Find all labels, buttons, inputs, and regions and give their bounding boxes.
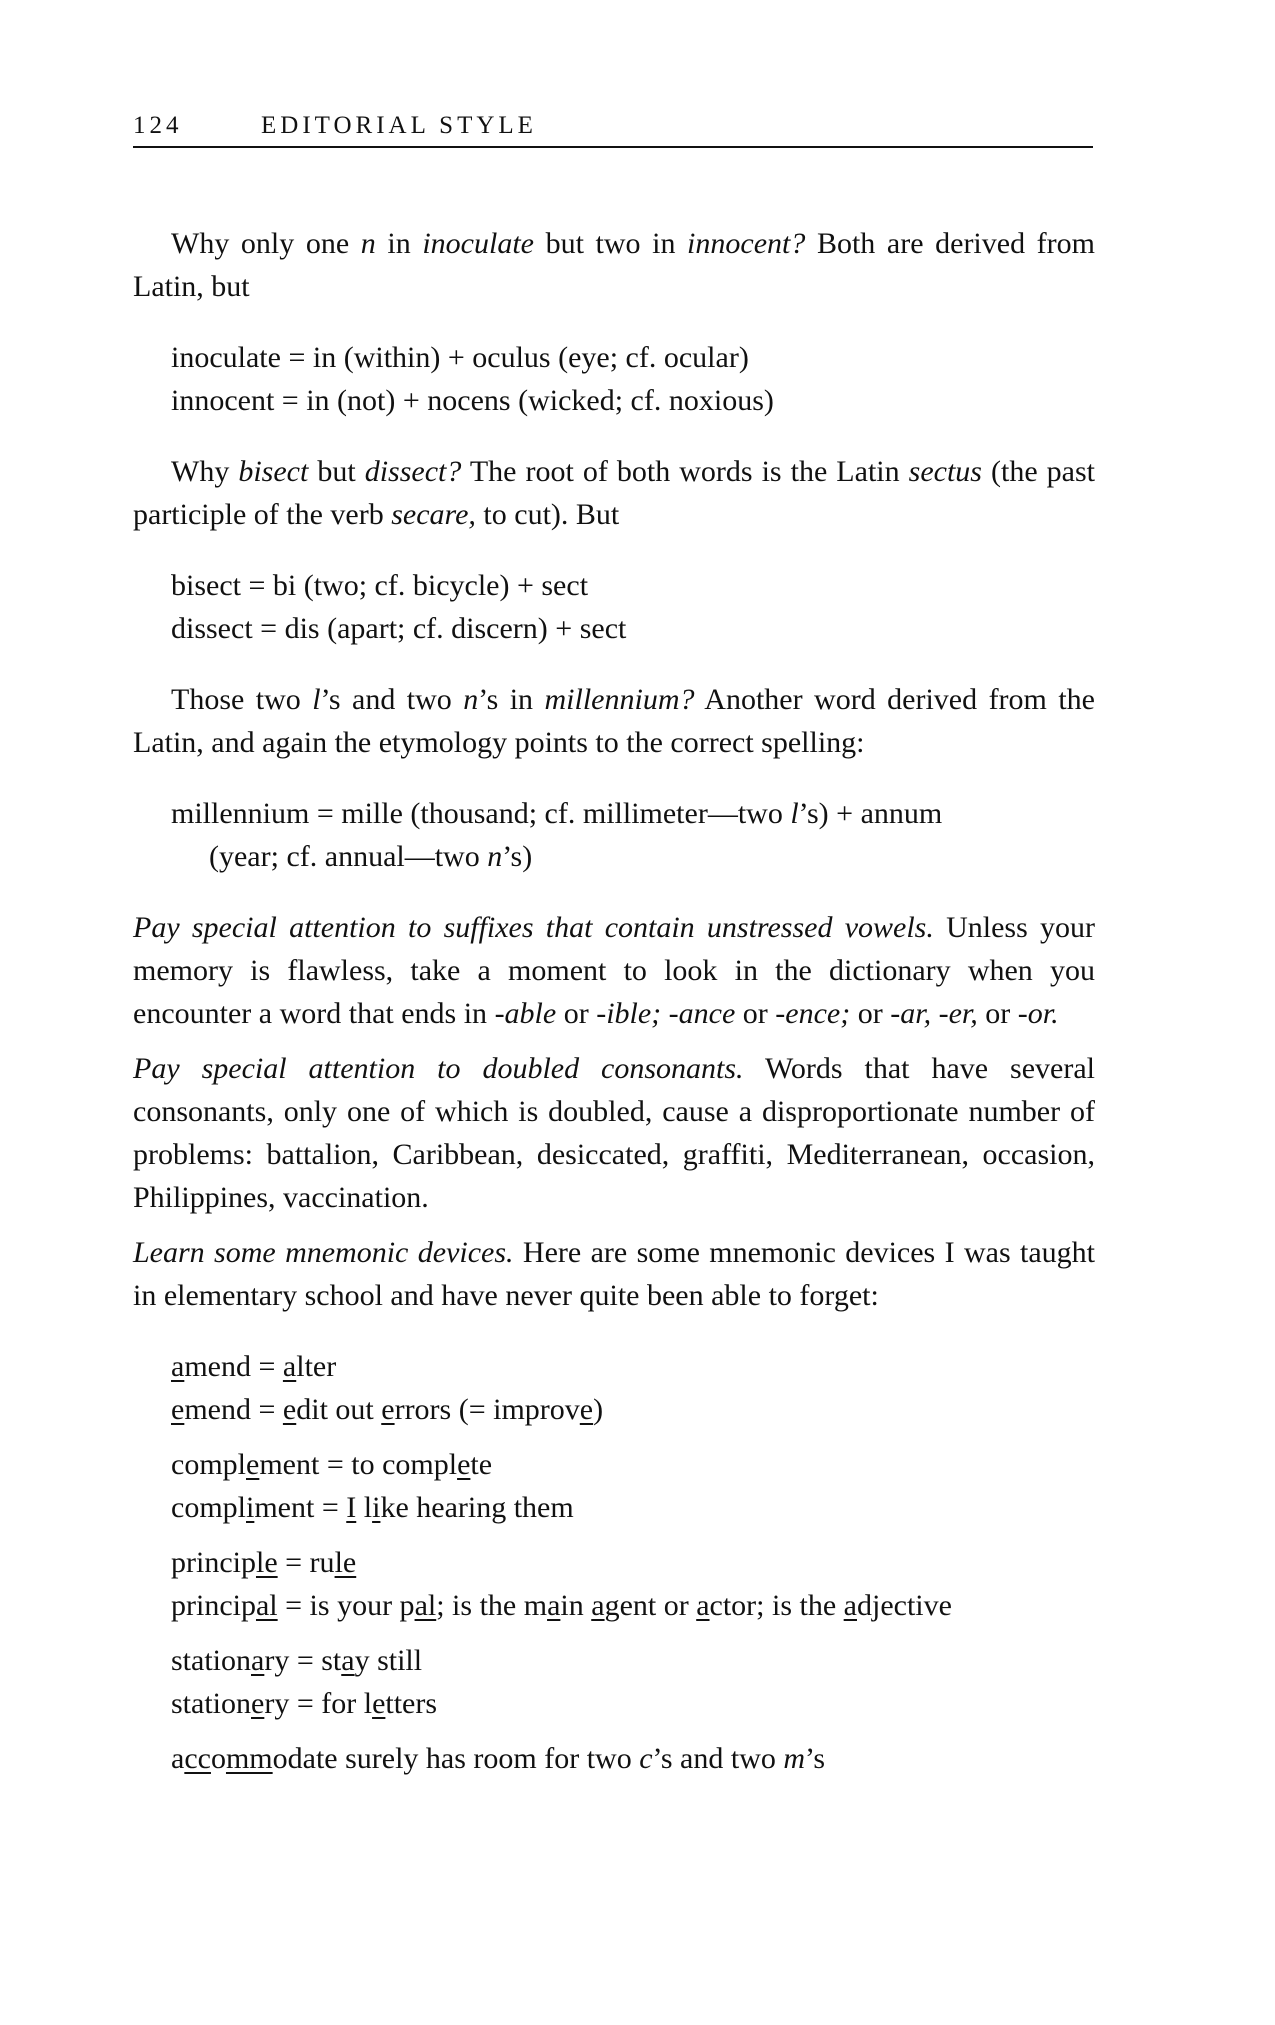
example-line bbox=[171, 1737, 1095, 1780]
underlined-letter: a bbox=[341, 1644, 355, 1677]
example-line bbox=[171, 1443, 1095, 1486]
underlined-letter: le bbox=[334, 1546, 357, 1579]
underlined-letter: a bbox=[547, 1589, 561, 1622]
italic-text: inoculate bbox=[422, 227, 534, 260]
example-line bbox=[171, 336, 1095, 379]
text-run: djective bbox=[857, 1589, 952, 1622]
italic-text: l bbox=[312, 683, 321, 716]
underlined-letter: a bbox=[251, 1644, 265, 1677]
text-run: Words that have several consonants, only one of which is doubled, cause a disproportionate number of problems: battalion, Caribbean, desiccated, graffiti, Mediterranean, occasion, Philippines, vaccination. bbox=[133, 1052, 1095, 1214]
text-run: ) bbox=[593, 1393, 604, 1426]
italic-text: Pay special attention to suffixes that contain unstressed vowels. bbox=[133, 911, 934, 944]
example-line bbox=[171, 379, 1095, 422]
underlined-letter: al bbox=[255, 1589, 278, 1622]
underlined-letter: a bbox=[171, 1350, 185, 1383]
underlined-letter: i bbox=[372, 1491, 381, 1524]
text-run: lter bbox=[296, 1350, 337, 1383]
example-line bbox=[171, 1486, 1095, 1529]
text-run: (year; cf. annual—two bbox=[209, 840, 488, 873]
text-run: o bbox=[210, 1742, 226, 1775]
underlined-letter: e bbox=[282, 1393, 297, 1426]
text-run: (the past participle of the verb bbox=[133, 455, 1095, 531]
text-run: princip bbox=[171, 1589, 256, 1622]
italic-text: innocent? bbox=[687, 227, 806, 260]
text-run: The root of both words is the Latin bbox=[461, 455, 909, 488]
etymology-example bbox=[133, 564, 1095, 650]
text-run: or bbox=[735, 997, 776, 1030]
text-run: Why only one bbox=[171, 227, 361, 260]
underlined-letter: I bbox=[346, 1491, 357, 1524]
text-run: Here are some mnemonic devices I was taught in elementary school and have never quite been able to forget: bbox=[133, 1236, 1095, 1312]
text-run: a bbox=[171, 1742, 185, 1775]
text-run: compl bbox=[171, 1491, 246, 1524]
text-run: y still bbox=[354, 1644, 423, 1677]
paragraph bbox=[133, 678, 1095, 764]
example-line bbox=[171, 1584, 1095, 1627]
text-run: inoculate = in (within) + oculus (eye; cf. ocular) bbox=[171, 341, 749, 374]
text-run: ’s and two bbox=[652, 1742, 784, 1775]
text-run: Both are derived from Latin, but bbox=[133, 227, 1096, 303]
paragraph bbox=[133, 222, 1095, 308]
example-line bbox=[171, 1541, 1095, 1584]
example-line bbox=[171, 1639, 1095, 1682]
italic-text: c bbox=[639, 1742, 653, 1775]
text-run: mend = bbox=[184, 1393, 283, 1426]
text-run: bisect = bi (two; cf. bicycle) + sect bbox=[171, 569, 589, 602]
italic-text: -ar, -er, bbox=[890, 997, 978, 1030]
example-line bbox=[171, 792, 1095, 835]
italic-text: n bbox=[463, 683, 479, 716]
example-line bbox=[171, 607, 1095, 650]
text-run: ’s and two bbox=[320, 683, 464, 716]
text-run: rrors (= improv bbox=[394, 1393, 580, 1426]
text-run: station bbox=[171, 1644, 251, 1677]
text-run: ment = bbox=[254, 1491, 347, 1524]
italic-text: secare, bbox=[391, 498, 476, 531]
example-line bbox=[171, 1682, 1095, 1725]
underlined-letter: al bbox=[414, 1589, 437, 1622]
text-run: ke hearing them bbox=[380, 1491, 574, 1524]
rule-paragraph bbox=[133, 906, 1095, 1035]
italic-text: dissect? bbox=[364, 455, 462, 488]
etymology-example bbox=[133, 336, 1095, 422]
underlined-letter: e bbox=[171, 1393, 185, 1426]
mnemonic-pair bbox=[133, 1541, 1095, 1627]
paragraph bbox=[133, 450, 1095, 536]
mnemonic-pair bbox=[133, 1737, 1095, 1780]
text-run: in bbox=[560, 1589, 592, 1622]
text-run: compl bbox=[171, 1448, 246, 1481]
running-head-title: EDITORIAL STYLE bbox=[261, 112, 537, 139]
text-run: gent or bbox=[604, 1589, 697, 1622]
text-run: but bbox=[308, 455, 365, 488]
text-run: ry = for l bbox=[264, 1687, 373, 1720]
italic-text: sectus bbox=[908, 455, 982, 488]
italic-text: n bbox=[360, 227, 376, 260]
italic-text: l bbox=[790, 797, 799, 830]
underlined-letter: e bbox=[251, 1687, 265, 1720]
example-line bbox=[171, 1388, 1095, 1431]
italic-text: -ence; bbox=[775, 997, 851, 1030]
italic-text: m bbox=[783, 1742, 806, 1775]
text-run: to cut). But bbox=[475, 498, 620, 531]
underlined-letter: a bbox=[591, 1589, 605, 1622]
text-run: or bbox=[977, 997, 1018, 1030]
italic-text: n bbox=[487, 840, 503, 873]
rule-paragraph bbox=[133, 1231, 1095, 1317]
text-run: Why bbox=[171, 455, 239, 488]
underlined-letter: le bbox=[255, 1546, 278, 1579]
text-run: but two in bbox=[533, 227, 688, 260]
text-run: dit out bbox=[296, 1393, 382, 1426]
example-line bbox=[171, 564, 1095, 607]
text-run: mend = bbox=[184, 1350, 283, 1383]
text-run: ctor; is the bbox=[709, 1589, 844, 1622]
text-run: ’s) + annum bbox=[798, 797, 943, 830]
underlined-letter: cc bbox=[184, 1742, 211, 1775]
text-run: in bbox=[375, 227, 423, 260]
page-number: 124 bbox=[133, 112, 183, 139]
text-run: tters bbox=[385, 1687, 438, 1720]
example-line bbox=[171, 835, 1095, 878]
underlined-letter: mm bbox=[225, 1742, 273, 1775]
text-run: dissect = dis (apart; cf. discern) + sect bbox=[171, 612, 627, 645]
underlined-letter: a bbox=[843, 1589, 857, 1622]
text-run: innocent = in (not) + nocens (wicked; cf. noxious) bbox=[171, 384, 774, 417]
text-run: ’s) bbox=[502, 840, 533, 873]
italic-text: -able bbox=[494, 997, 557, 1030]
text-run: station bbox=[171, 1687, 251, 1720]
italic-text: Pay special attention to doubled consonants. bbox=[133, 1052, 744, 1085]
etymology-example bbox=[133, 792, 1095, 878]
text-run: ’s bbox=[805, 1742, 826, 1775]
underlined-letter: a bbox=[282, 1350, 297, 1383]
underlined-letter: e bbox=[246, 1448, 260, 1481]
text-run: ’s in bbox=[478, 683, 545, 716]
mnemonic-pair bbox=[133, 1345, 1095, 1431]
text-run: millennium = mille (thousand; cf. millimeter—two bbox=[171, 797, 791, 830]
text-run: Unless your memory is flawless, take a moment to look in the dictionary when you encounter a word that ends in bbox=[133, 911, 1096, 1030]
underlined-letter: e bbox=[381, 1393, 395, 1426]
page-body bbox=[133, 222, 1095, 1780]
italic-text: -ible; -ance bbox=[596, 997, 736, 1030]
text-run: odate surely has room for two bbox=[272, 1742, 640, 1775]
text-run: Those two bbox=[171, 683, 313, 716]
text-run: ; is the m bbox=[436, 1589, 548, 1622]
underlined-letter: e bbox=[579, 1393, 594, 1426]
text-run: or bbox=[556, 997, 597, 1030]
italic-text: Learn some mnemonic devices. bbox=[133, 1236, 514, 1269]
text-run: or bbox=[850, 997, 891, 1030]
underlined-letter: e bbox=[372, 1687, 386, 1720]
text-run: ment = to compl bbox=[259, 1448, 458, 1481]
underlined-letter: i bbox=[246, 1491, 255, 1524]
text-run: princip bbox=[171, 1546, 256, 1579]
text-run: te bbox=[470, 1448, 493, 1481]
rule-paragraph bbox=[133, 1047, 1095, 1219]
text-run: l bbox=[356, 1491, 373, 1524]
text-run: ry = st bbox=[264, 1644, 342, 1677]
text-run: Another word derived from the Latin, and again the etymology points to the correct spelling: bbox=[133, 683, 1095, 759]
text-run: = is your p bbox=[277, 1589, 415, 1622]
italic-text: millennium? bbox=[544, 683, 695, 716]
italic-text: bisect bbox=[238, 455, 309, 488]
underlined-letter: e bbox=[457, 1448, 471, 1481]
running-head bbox=[133, 110, 1093, 148]
text-run: = ru bbox=[277, 1546, 335, 1579]
example-line bbox=[171, 1345, 1095, 1388]
italic-text: -or. bbox=[1017, 997, 1059, 1030]
mnemonic-pair bbox=[133, 1639, 1095, 1725]
mnemonic-pair bbox=[133, 1443, 1095, 1529]
underlined-letter: a bbox=[696, 1589, 710, 1622]
